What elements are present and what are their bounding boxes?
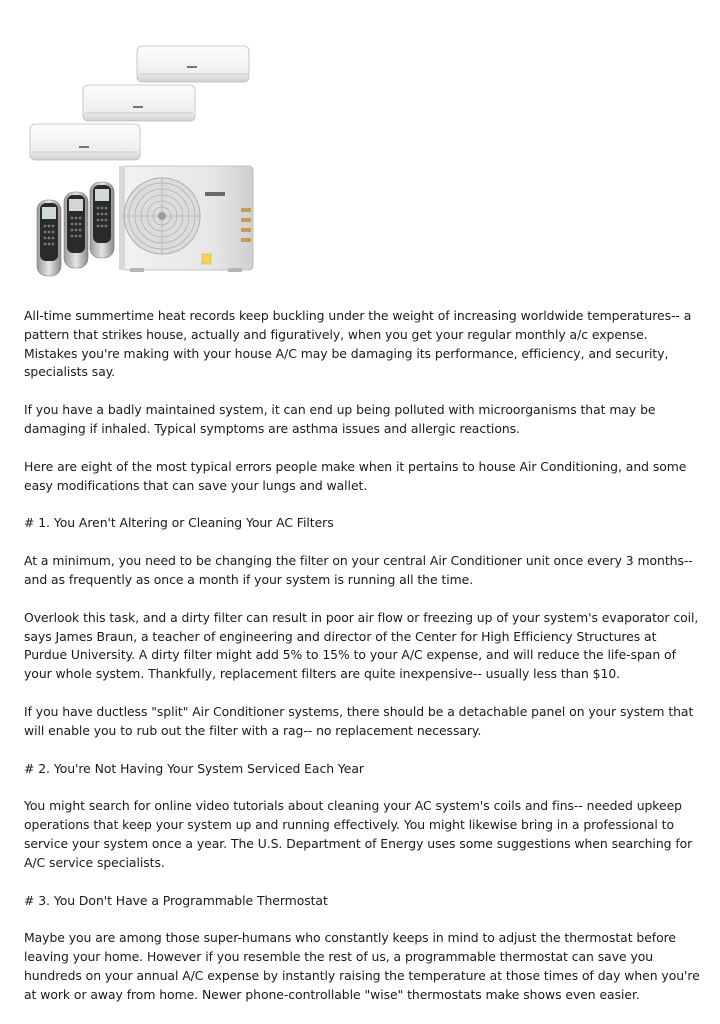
indoor-unit-icon — [83, 85, 195, 121]
indoor-unit-icon — [137, 46, 249, 82]
section-heading-servicing: # 2. You're Not Having Your System Serviced Each Year — [24, 760, 364, 776]
remote-control-icon — [64, 192, 88, 268]
remote-control-icon — [37, 200, 61, 276]
paragraph: Here are eight of the most typical errors people make when it pertains to house Air Conditioning, and some easy modifications that can save your lungs and wallet. — [24, 458, 687, 493]
paragraph: If you have ductless "split" Air Conditioner systems, there should be a detachable panel on your system that will enable you to rub out the filter with a rag-- no replacement necessary. — [24, 703, 694, 738]
product-image — [22, 40, 262, 280]
section-heading-filters: # 1. You Aren't Altering or Cleaning Your AC Filters — [24, 515, 334, 531]
outdoor-unit-icon — [119, 166, 253, 272]
paragraph: You might search for online video tutorials about cleaning your AC system's coils and fins-- needed upkeep operations that keep your system up and running effectively. You might likewise bring in a professional to service your system once a year. The U.S. Department of Energy uses some suggestions when searching for A/C service specialists. — [24, 798, 693, 870]
paragraph: Maybe you are among those super-humans who constantly keeps in mind to adjust the thermostat before leaving your home. However if you resemble the rest of us, a programmable thermostat can save you hundreds on your annual A/C expense by instantly raising the temperature at those times of day when you're at work or away from home. Newer phone-controllable "wise" thermostats make shows even easier. — [24, 930, 700, 1002]
article-body — [24, 307, 700, 1024]
paragraph: If you have a badly maintained system, it can end up being polluted with microorganisms that may be damaging if inhaled. Typical symptoms are asthma issues and allergic reactions. — [24, 402, 656, 436]
paragraph: At a minimum, you need to be changing the filter on your central Air Conditioner unit once every 3 months-- and as frequently as once a month if your system is running all the time. — [24, 553, 693, 587]
paragraph: Overlook this task, and a dirty filter can result in poor air flow or freezing up of your system's evaporator coil, says James Braun, a teacher of engineering and director of the Center for High Efficiency Structures at Purdue University. A dirty filter might add 5% to 15% to your A/C expense, and will reduce the life-span of your whole system. Thankfully, replacement filters are quite inexpensive-- usually less than $10. — [24, 609, 699, 682]
indoor-unit-icon — [30, 124, 140, 160]
section-heading-thermostat: # 3. You Don't Have a Programmable Thermostat — [24, 892, 328, 908]
remote-control-icon — [90, 182, 114, 258]
intro-paragraph: All-time summertime heat records keep buckling under the weight of increasing worldwide temperatures-- a pattern that strikes house, actually and figuratively, when you get your regular monthly a/c expense. Mistakes you're making with your house A/C may be damaging its performance, efficiency, and security, specialists say. — [24, 308, 692, 380]
